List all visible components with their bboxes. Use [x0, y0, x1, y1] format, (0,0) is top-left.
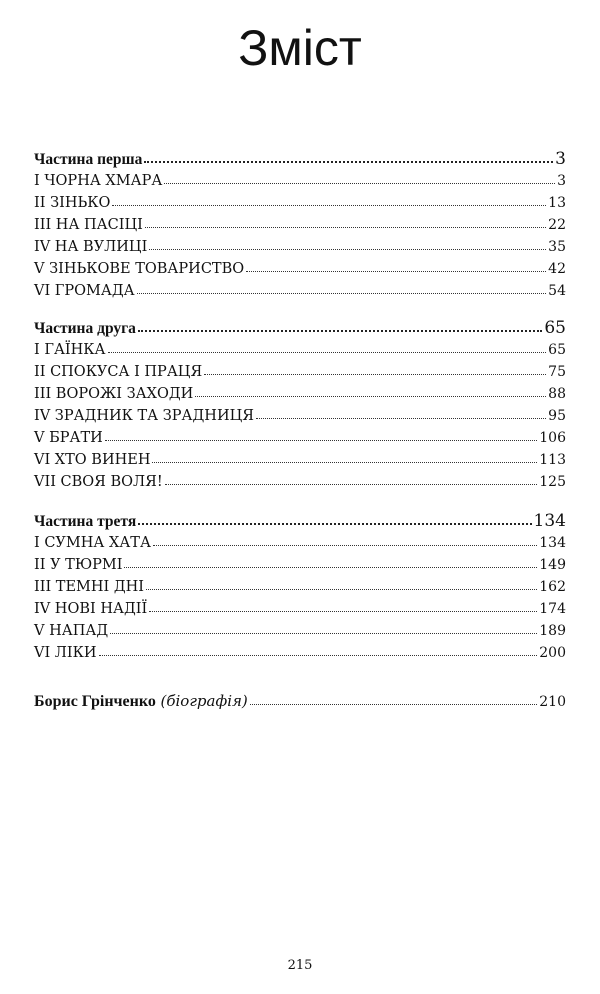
chapter-title: VI ЛІКИ	[34, 645, 97, 661]
chapter-title: IV НОВІ НАДІЇ	[34, 601, 148, 617]
page-number: 22	[548, 217, 566, 233]
page-number: 162	[539, 579, 566, 595]
page-number: 134	[539, 535, 566, 551]
dot-leader	[195, 382, 546, 397]
toc-part-heading[interactable]	[34, 148, 566, 170]
toc-chapter[interactable]	[34, 383, 566, 405]
page-number: 3	[557, 173, 566, 189]
dot-leader	[144, 147, 553, 163]
toc-part-heading[interactable]	[34, 317, 566, 339]
toc-biography	[34, 690, 566, 712]
toc-chapter[interactable]	[34, 280, 566, 302]
page-number: 134	[533, 511, 566, 531]
toc-chapter[interactable]	[34, 554, 566, 576]
page-number: 149	[539, 557, 566, 573]
page-number: 125	[539, 474, 566, 490]
toc-chapter[interactable]	[34, 192, 566, 214]
page-number: 174	[539, 601, 566, 617]
chapter-title: III НА ПАСІЦІ	[34, 217, 143, 233]
dot-leader	[250, 690, 537, 705]
page-number: 75	[548, 364, 566, 380]
chapter-title: I ГАЇНКА	[34, 342, 106, 358]
chapter-title: VI ГРОМАДА	[34, 283, 135, 299]
toc-chapter[interactable]	[34, 427, 566, 449]
chapter-title: IV ЗРАДНИК ТА ЗРАДНИЦЯ	[34, 408, 254, 424]
dot-leader	[112, 191, 546, 206]
chapter-title: III ТЕМНІ ДНІ	[34, 579, 145, 595]
chapter-title: V НАПАД	[34, 623, 109, 639]
page-number: 54	[548, 283, 566, 299]
author-name: Борис Грінченко	[34, 693, 156, 710]
biography-note: (біографія)	[160, 692, 248, 710]
chapter-title: I СУМНА ХАТА	[34, 535, 151, 551]
chapter-title: VI ХТО ВИНЕН	[34, 452, 151, 468]
page-number: 65	[544, 318, 566, 338]
part-title: Частина третя	[34, 513, 137, 530]
page-folio: 215	[287, 958, 313, 973]
part-title: Частина перша	[34, 151, 143, 168]
chapter-title: I ЧОРНА ХМАРА	[34, 173, 163, 189]
toc-chapter[interactable]	[34, 598, 566, 620]
page-number: 42	[548, 261, 566, 277]
dot-leader	[110, 619, 537, 634]
toc-chapter[interactable]	[34, 339, 566, 361]
dot-leader	[246, 257, 546, 272]
dot-leader	[149, 235, 546, 250]
dot-leader	[108, 338, 547, 353]
dot-leader	[99, 641, 538, 656]
page-number: 35	[548, 239, 566, 255]
toc-section-2	[34, 317, 566, 493]
dot-leader	[124, 553, 537, 568]
dot-leader	[204, 360, 546, 375]
dot-leader	[153, 531, 537, 546]
chapter-title: II ЗІНЬКО	[34, 195, 111, 211]
dot-leader	[256, 404, 546, 419]
dot-leader	[146, 575, 537, 590]
dot-leader	[164, 169, 555, 184]
toc-chapter[interactable]	[34, 214, 566, 236]
page-number: 106	[539, 430, 566, 446]
dot-leader	[145, 213, 546, 228]
page-title: Зміст	[238, 20, 362, 76]
chapter-title: III ВОРОЖІ ЗАХОДИ	[34, 386, 194, 402]
page-number: 3	[555, 149, 566, 169]
toc-chapter[interactable]	[34, 170, 566, 192]
page-number: 210	[539, 694, 566, 710]
toc-part-heading[interactable]	[34, 510, 566, 532]
chapter-title: II СПОКУСА І ПРАЦЯ	[34, 364, 203, 380]
chapter-title: IV НА ВУЛИЦІ	[34, 239, 148, 255]
page-number: 200	[539, 645, 566, 661]
toc-chapter[interactable]	[34, 532, 566, 554]
toc-chapter[interactable]	[34, 258, 566, 280]
toc-chapter[interactable]	[34, 471, 566, 493]
toc-chapter[interactable]	[34, 576, 566, 598]
dot-leader	[138, 316, 542, 332]
part-title: Частина друга	[34, 320, 136, 337]
toc-chapter[interactable]	[34, 236, 566, 258]
page-number: 88	[548, 386, 566, 402]
dot-leader	[149, 597, 537, 612]
dot-leader	[138, 509, 531, 525]
dot-leader	[105, 426, 537, 441]
toc-chapter[interactable]	[34, 405, 566, 427]
page-number: 113	[539, 452, 566, 468]
biography-title	[34, 690, 248, 713]
page-number: 65	[548, 342, 566, 358]
page-number: 189	[539, 623, 566, 639]
chapter-title: V ЗІНЬКОВЕ ТОВАРИСТВО	[34, 261, 245, 277]
dot-leader	[165, 470, 538, 485]
chapter-title: II У ТЮРМІ	[34, 557, 123, 573]
toc-chapter[interactable]	[34, 642, 566, 664]
chapter-title: VII СВОЯ ВОЛЯ!	[34, 474, 163, 490]
toc-chapter[interactable]	[34, 361, 566, 383]
page-number: 13	[548, 195, 566, 211]
chapter-title: V БРАТИ	[34, 430, 103, 446]
dot-leader	[152, 448, 537, 463]
toc-section-3	[34, 510, 566, 664]
toc-biography-entry[interactable]	[34, 690, 566, 712]
toc-section-1	[34, 148, 566, 302]
dot-leader	[137, 279, 547, 294]
toc-chapter[interactable]	[34, 620, 566, 642]
page-number: 95	[548, 408, 566, 424]
toc-chapter[interactable]	[34, 449, 566, 471]
